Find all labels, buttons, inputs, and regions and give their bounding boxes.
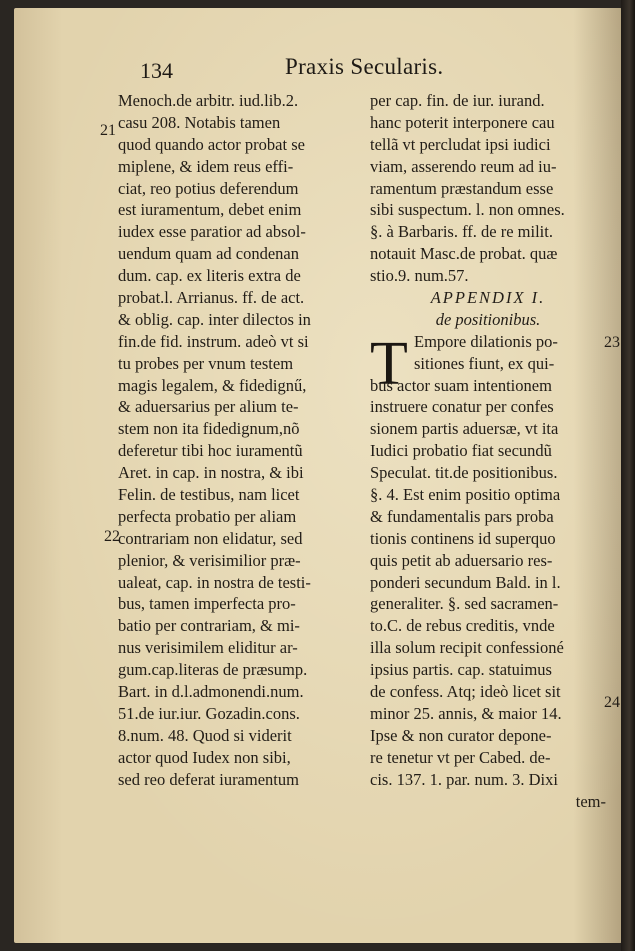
text-line: dum. cap. ex literis extra de (118, 266, 301, 286)
text-line: notauit Masc.de probat. quæ (370, 244, 558, 264)
text-line: cis. 137. 1. par. num. 3. Dixi (370, 769, 558, 789)
text-line: generaliter. §. sed sacramen- (370, 594, 559, 614)
text-line: de confess. Atq; ideò licet sit (370, 682, 561, 702)
text-line: deferetur tibi hoc iuramentũ (118, 441, 303, 461)
text-line: Iudici probatio fiat secundũ (370, 441, 552, 461)
text-line: bus, tamen imperfecta pro- (118, 594, 296, 614)
text-line: Felin. de testibus, nam licet (118, 485, 300, 505)
text-line: actor quod Iudex non sibi, (118, 747, 291, 767)
text-line: ipsius partis. cap. statuimus (370, 660, 552, 680)
text-line: ramentum præstandum esse (370, 178, 554, 198)
right-column (370, 90, 606, 812)
text-line: stem non ita fidedignum,nõ (118, 419, 300, 439)
drop-cap: T (370, 329, 408, 398)
margin-number-23: 23 (604, 334, 620, 351)
text-line: fin.de fid. instrum. adeò vt si (118, 331, 309, 351)
page-number: 134 (140, 58, 173, 83)
text-line: tellã vt percludat ipsi iudici (370, 134, 551, 154)
text-line: sionem partis aduersæ, vt ita (370, 419, 559, 439)
text-line: sibi suspectum. l. non omnes. (370, 200, 565, 220)
text-line: & fundamentalis pars proba (370, 506, 554, 526)
left-column (118, 90, 366, 791)
margin-number-22: 22 (104, 528, 120, 545)
text-line: quod quando actor probat se (118, 134, 305, 154)
text-line: Speculat. tit.de positionibus. (370, 463, 558, 483)
text-line: §. 4. Est enim positio optima (370, 485, 561, 505)
text-line: Menoch.de arbitr. iud.lib.2. (118, 91, 299, 110)
text-line: batio per contrariam, & mi- (118, 616, 300, 636)
text-line: Empore dilationis po- (414, 331, 558, 351)
text-line: Aret. in cap. in nostra, & ibi (118, 463, 304, 483)
text-line: per cap. fin. de iur. iurand. (370, 91, 545, 110)
text-line: hanc poterit interponere cau (370, 112, 555, 132)
text-line: ponderi secundum Bald. in l. (370, 572, 561, 592)
text-line: probat.l. Arrianus. ff. de act. (118, 288, 305, 308)
text-line: quis petit ab aduersario res- (370, 550, 553, 570)
text-line: tu probes per vnum testem (118, 353, 294, 373)
text-line: viam, asserendo reum ad iu- (370, 156, 557, 176)
text-line: instruere conatur per confes (370, 397, 554, 417)
text-line: §. à Barbaris. ff. de re milit. (370, 222, 553, 242)
margin-number-21: 21 (100, 122, 116, 139)
text-line: minor 25. annis, & maior 14. (370, 703, 562, 723)
appendix-body (370, 331, 606, 813)
text-line: magis legalem, & fidedignű, (118, 375, 307, 395)
text-line: & oblig. cap. inter dilectos in (118, 309, 311, 329)
text-line: miplene, & idem reus effi- (118, 156, 294, 176)
text-line: stio.9. num.57. (370, 266, 469, 286)
text-line: re tenetur vt per Cabed. de- (370, 747, 551, 767)
text-line: Bart. in d.l.admonendi.num. (118, 682, 304, 702)
text-line: Ipse & non curator depone- (370, 725, 552, 745)
text-line: to.C. de rebus creditis, vnde (370, 616, 555, 636)
text-line: iudex esse paratior ad absol- (118, 222, 306, 242)
text-line: 8.num. 48. Quod si viderit (118, 725, 292, 745)
appendix-subheading: de positionibus. (435, 309, 541, 329)
appendix-heading: APPENDIX I. (430, 288, 546, 308)
text-line: tionis continens id superquo (370, 528, 556, 548)
page-header (0, 54, 635, 84)
running-title: Praxis Secularis. (285, 54, 444, 79)
text-line: nus verisimilem eliditur ar- (118, 638, 298, 658)
text-line: illa solum recipit confessioné (370, 638, 564, 658)
text-line: sed reo deferat iuramentum (118, 769, 299, 789)
text-line: 51.de iur.iur. Gozadin.cons. (118, 703, 300, 723)
text-line: perfecta probatio per aliam (118, 506, 297, 526)
text-line: plenior, & verisimilior præ- (118, 550, 301, 570)
text-line: casu 208. Notabis tamen (118, 112, 281, 132)
catchword: tem- (575, 791, 606, 811)
text-line: contrariam non elidatur, sed (118, 528, 303, 548)
text-line: bus actor suam intentionem (370, 375, 552, 395)
margin-number-24: 24 (604, 694, 620, 711)
text-line: & aduersarius per alium te- (118, 397, 299, 417)
text-line: gum.cap.literas de præsump. (118, 660, 308, 680)
text-line: sitiones fiunt, ex qui- (414, 353, 555, 373)
text-line: uendum quam ad condenan (118, 244, 299, 264)
text-line: ciat, reo potius deferendum (118, 178, 299, 198)
text-line: est iuramentum, debet enim (118, 200, 302, 220)
page-edge-shadow (621, 0, 635, 951)
text-line: ualeat, cap. in nostra de testi- (118, 572, 311, 592)
